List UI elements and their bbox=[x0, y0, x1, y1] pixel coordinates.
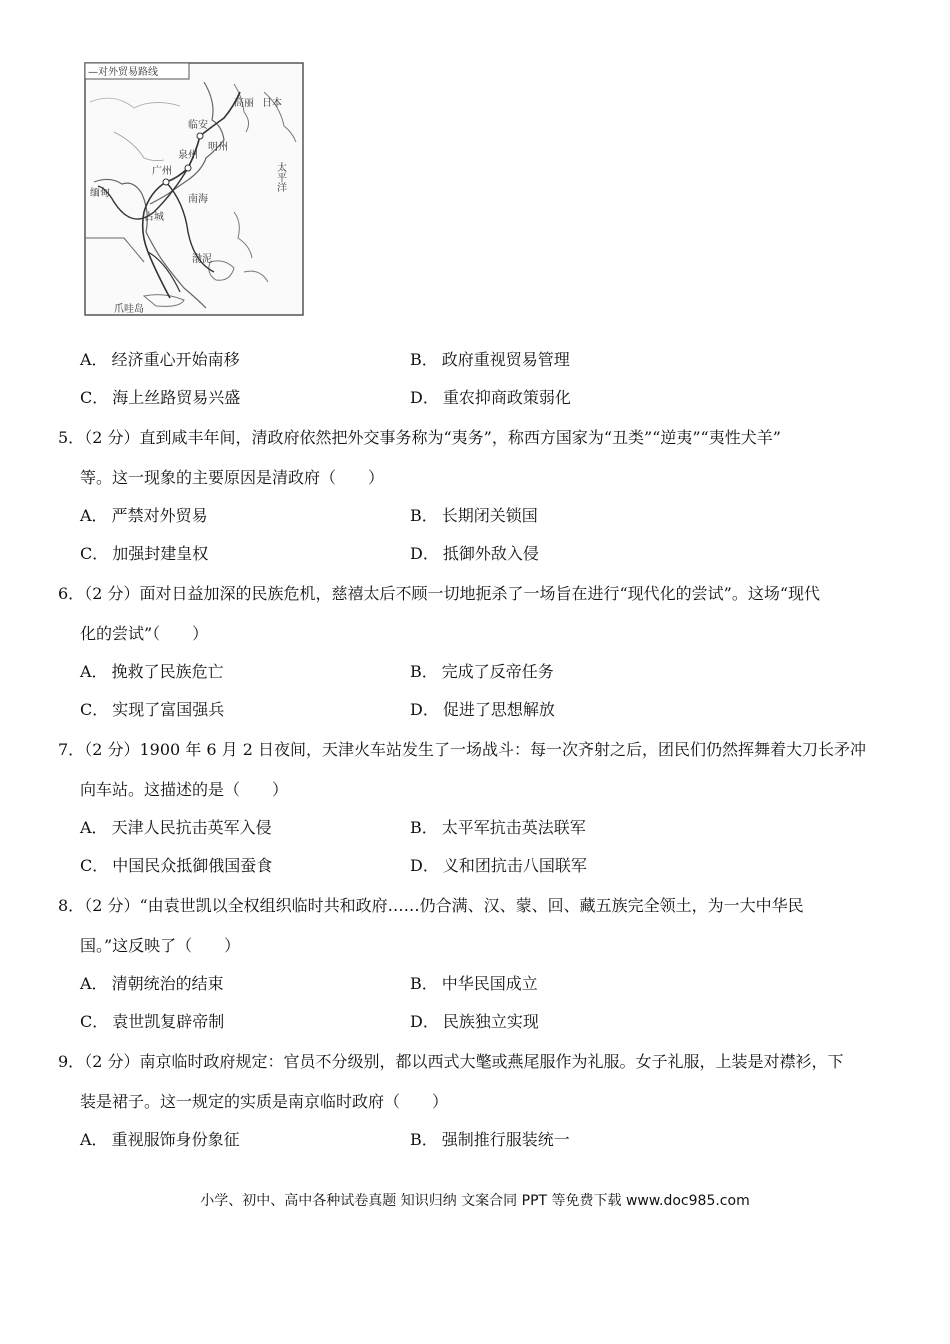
q4-option-a[interactable]: A． 经济重心开始南移 bbox=[80, 350, 240, 369]
question-7: 7．（2 分）1900 年 6 月 2 日夜间，天津火车站发生了一场战斗：每一次齐射之后，团民们仍然挥舞着大刀长矛冲 bbox=[58, 740, 866, 759]
q4-option-b[interactable]: B． 政府重视贸易管理 bbox=[410, 350, 570, 369]
q5-option-a[interactable]: A． 严禁对外贸易 bbox=[80, 506, 208, 525]
question-5-line2: 等。这一现象的主要原因是清政府（ ） bbox=[80, 468, 385, 487]
map-label-taipingyang: 太平洋 bbox=[274, 162, 286, 192]
trade-route-map bbox=[84, 62, 304, 316]
q5-option-c[interactable]: C． 加强封建皇权 bbox=[80, 544, 209, 563]
q8-option-c[interactable]: C． 袁世凯复辟帝制 bbox=[80, 1012, 225, 1031]
q8-option-d[interactable]: D． 民族独立实现 bbox=[410, 1012, 539, 1031]
q6-option-d[interactable]: D． 促进了思想解放 bbox=[410, 700, 555, 719]
q6-option-c[interactable]: C． 实现了富国强兵 bbox=[80, 700, 225, 719]
q4-option-d[interactable]: D． 重农抑商政策弱化 bbox=[410, 388, 571, 407]
q9-option-a[interactable]: A． 重视服饰身份象征 bbox=[80, 1130, 240, 1149]
map-label-gaoli: 高丽 bbox=[234, 98, 254, 109]
question-7-line2: 向车站。这描述的是（ ） bbox=[80, 780, 289, 799]
question-8-line2: 国。”这反映了（ ） bbox=[80, 936, 241, 955]
page-footer: 小学、初中、高中各种试卷真题 知识归纳 文案合同 PPT 等免费下载 www.doc985.com bbox=[200, 1193, 750, 1209]
map-label-boni: 渤泥 bbox=[192, 254, 212, 265]
question-9-line2: 装是裙子。这一规定的实质是南京临时政府（ ） bbox=[80, 1092, 449, 1111]
map-label-nanhai: 南海 bbox=[188, 194, 208, 205]
q7-option-d[interactable]: D． 义和团抗击八国联军 bbox=[410, 856, 587, 875]
q7-option-a[interactable]: A． 天津人民抗击英军入侵 bbox=[80, 818, 272, 837]
q9-option-b[interactable]: B． 强制推行服装统一 bbox=[410, 1130, 570, 1149]
q4-option-c[interactable]: C． 海上丝路贸易兴盛 bbox=[80, 388, 241, 407]
q6-option-a[interactable]: A． 挽救了民族危亡 bbox=[80, 662, 224, 681]
question-9: 9．（2 分）南京临时政府规定：官员不分级别，都以西式大氅或燕尾服作为礼服。女子礼服，上装是对襟衫，下 bbox=[58, 1052, 844, 1071]
q8-option-a[interactable]: A． 清朝统治的结束 bbox=[80, 974, 224, 993]
q7-option-b[interactable]: B． 太平军抗击英法联军 bbox=[410, 818, 586, 837]
map-label-quanzhou: 泉州 bbox=[178, 150, 198, 161]
q7-option-c[interactable]: C． 中国民众抵御俄国蚕食 bbox=[80, 856, 273, 875]
q5-option-d[interactable]: D． 抵御外敌入侵 bbox=[410, 544, 539, 563]
map-label-zhaowa: 爪哇岛 bbox=[114, 304, 144, 315]
question-6-line2: 化的尝试”（ ） bbox=[80, 624, 209, 643]
map-label-mingzhou: 明州 bbox=[208, 142, 228, 153]
question-5: 5．（2 分）直到咸丰年间，清政府依然把外交事务称为“夷务”，称西方国家为“丑类”“逆夷”“夷性犬羊” bbox=[58, 428, 781, 447]
q8-option-b[interactable]: B． 中华民国成立 bbox=[410, 974, 538, 993]
q5-option-b[interactable]: B． 长期闭关锁国 bbox=[410, 506, 538, 525]
map-label-linan: 临安 bbox=[188, 120, 208, 131]
map-label-zhancheng: 占城 bbox=[144, 212, 164, 223]
question-6: 6．（2 分）面对日益加深的民族危机，慈禧太后不顾一切地扼杀了一场旨在进行“现代化的尝试”。这场“现代 bbox=[58, 584, 820, 603]
map-label-guangzhou: 广州 bbox=[152, 166, 172, 177]
q6-option-b[interactable]: B． 完成了反帝任务 bbox=[410, 662, 554, 681]
map-label-miandian: 缅甸 bbox=[90, 188, 110, 199]
question-8: 8．（2 分）“由袁世凯以全权组织临时共和政府……仍合满、汉、蒙、回、藏五族完全领土，为一大中华民 bbox=[58, 896, 804, 915]
map-legend: —对外贸易路线 bbox=[88, 67, 158, 78]
map-label-riben: 日本 bbox=[262, 98, 282, 109]
